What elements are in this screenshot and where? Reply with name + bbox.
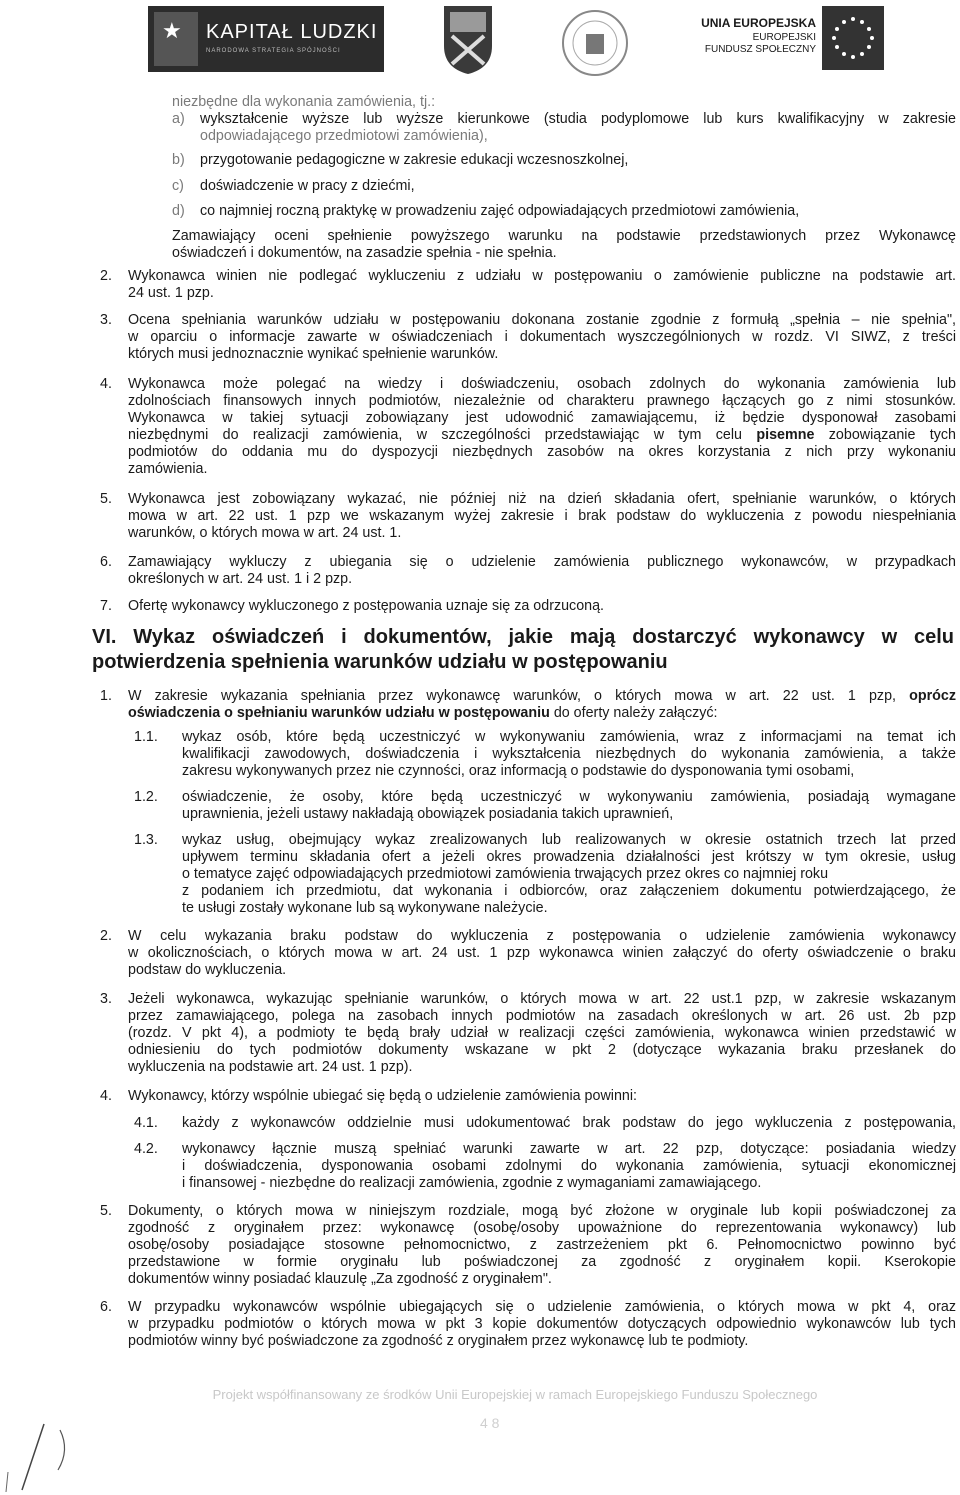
item-2-number: 2. xyxy=(100,268,112,284)
eu-stars-icon xyxy=(830,15,876,61)
item-4-2-number: 4.2. xyxy=(134,1141,158,1157)
section-4-number: 4. xyxy=(100,1088,112,1104)
item-1-2-number: 1.2. xyxy=(134,789,158,805)
item-5-line-3: warunków, o których mowa w art. 24 ust. 1. xyxy=(128,525,402,541)
item-1-3-line-3: o tematyce zajęć odpowiadających przedmiotowi zamówienia trwających przez okres co najmniej roku xyxy=(182,866,829,882)
item-5-line-1: Wykonawca jest zobowiązany wykazać, nie później niż na dzień składania ofert, spełnianie warunków, o których xyxy=(128,491,956,507)
page-number: 4 8 xyxy=(480,1415,500,1431)
item-1-1-line-3: zakresu wykonywanych przez nie czynności, oraz informacją o podstawie do dysponowania tymi osobami, xyxy=(182,763,855,779)
item-4-2-line-1: wykonawcy łącznie muszą spełniać warunki zawarte w art. 22 pzp, dotyczące: posiadania wiedzy xyxy=(182,1141,956,1157)
item-1-1-number: 1.1. xyxy=(134,729,158,745)
footer-note: Projekt współfinansowany ze środków Unii Europejskiej w ramach Europejskiego Funduszu Społecznego xyxy=(212,1387,818,1402)
item-c: doświadczenie w pracy z dziećmi, xyxy=(200,178,415,194)
item-4-1-number: 4.1. xyxy=(134,1115,158,1131)
item-1-2-line-1: oświadczenie, że osoby, które będą uczestniczyć w wykonywaniu zamówienia, posiadają wymagane xyxy=(182,789,956,805)
item-4-line-4 xyxy=(128,427,956,444)
section-5-line-2: zgodność z oryginałem przez: wykonawcę (osobę/osoby upoważnione do reprezentowania wykonawcy) lub xyxy=(128,1220,956,1236)
item-6-number: 6. xyxy=(100,554,112,570)
city-crest-icon xyxy=(440,2,496,76)
item-4-number: 4. xyxy=(100,376,112,392)
item-1-3-line-4: z podaniem ich przedmiotu, dat wykonania i odbiorców, oraz załączeniem dokumentu potwierdzającego, że xyxy=(182,883,956,899)
item-3-line-2: w oparciu o informacje zawarte w oświadczeniach i dokumentach wyszczególnionych w rozdz. VI SIWZ, z treści xyxy=(128,329,956,345)
section-vi-heading-line-2: potwierdzenia spełnienia warunków udziału w postępowaniu xyxy=(92,651,668,673)
section-1-line-2 xyxy=(128,705,718,722)
section-3-line-5: wykluczenia na podstawie art. 24 ust. 1 pzp). xyxy=(128,1059,413,1075)
item-4-line-1: Wykonawca może polegać na wiedzy i doświadczeniu, osobach zdolnych do wykonania zamówienia lub xyxy=(128,376,956,392)
item-7-line-1: Ofertę wykonawcy wykluczonego z postępowania uznaje się za odrzuconą. xyxy=(128,598,605,614)
list-marker-a: a) xyxy=(172,111,185,127)
item-4-2-line-2: i doświadczenia, dysponowania osobami zdolnymi do wykonania zamówienia, sytuacji ekonomicznej xyxy=(182,1158,956,1174)
ue-line-1: UNIA EUROPEJSKA xyxy=(701,16,816,30)
section-2-line-1: W celu wykazania braku podstaw do wykluczenia z postępowania o udzielenie zamówienia wykonawcy xyxy=(128,928,956,944)
section-3-number: 3. xyxy=(100,991,112,1007)
section-3-line-3: (rozdz. V pkt 4), a podmioty te będą brały udział w realizacji części zamówienia, wykonawca winien przedstawić w xyxy=(128,1025,956,1041)
item-4-line-6: zamówienia. xyxy=(128,461,208,477)
ue-line-3: FUNDUSZ SPOŁECZNY xyxy=(704,44,816,55)
section-3-line-2: przez zamawiającego, polega na zasobach innych podmiotów na zasadach określonych w art. 26 ust. 2b pzp xyxy=(128,1008,956,1024)
ue-label xyxy=(694,16,816,55)
item-7-number: 7. xyxy=(100,598,112,614)
item-4-line-3: Wykonawca w takiej sytuacji zobowiązany jest udowodnić zamawiającemu, iż będzie dysponował zasobami xyxy=(128,410,956,426)
pen-mark-icon xyxy=(0,1420,140,1495)
section-6-number: 6. xyxy=(100,1299,112,1315)
item-1-3-line-5: te usługi zostały wykonane lub są wykonywane należycie. xyxy=(182,900,548,916)
item-6-line-1: Zamawiający wykluczy z ubiegania się o udzielenie zamówienia publicznego wykonawców, w przypadkach xyxy=(128,554,956,570)
section-1-statement-bold: oświadczenia o spełnianiu warunków udziału w postępowaniu xyxy=(128,705,550,721)
item-1-2-line-2: uprawnienia, jeżeli ustawy nakładają obowiązek posiadania takich uprawnień, xyxy=(182,806,674,822)
section-4-line-1: Wykonawcy, którzy wspólnie ubiegać się będą o udzielenie zamówienia powinni: xyxy=(128,1088,638,1104)
item-d: co najmniej roczną praktykę w prowadzeniu zajęć odpowiadających przedmiotowi zamówienia, xyxy=(200,203,800,219)
section-2-number: 2. xyxy=(100,928,112,944)
eu-flag-icon xyxy=(822,6,884,70)
section-5-line-5: dokumentów winny posiadać klauzulę „Za zgodność z oryginałem". xyxy=(128,1271,552,1287)
kapital-ludzki-logo xyxy=(148,6,384,72)
section-1-oprocz: oprócz xyxy=(909,688,956,704)
section-1-number: 1. xyxy=(100,688,112,704)
seal-icon xyxy=(560,8,630,78)
item-5-number: 5. xyxy=(100,491,112,507)
list-marker-d: d) xyxy=(172,203,185,219)
kapital-ludzki-subtitle: NARODOWA STRATEGIA SPÓJNOŚCI xyxy=(206,48,341,54)
section-5-line-3: osobę/osoby posiadające stosowne pełnomocnictwo, z zastrzeżeniem pkt 6. Pełnomocnictwo powinno być xyxy=(128,1237,956,1253)
item-4-line-4-a: niezbędnymi do realizacji zamówienia, w szczególności przedstawiając w tym celu xyxy=(128,427,743,443)
ue-line-2: EUROPEJSKI xyxy=(752,32,816,43)
item-a-line-1: wykształcenie wyższe lub wyższe kierunkowe (studia podyplomowe lub kurs kwalifikacyjny w zakresie xyxy=(200,111,956,127)
item-a-line-2: odpowiadającego przedmiotowi zamówienia), xyxy=(200,128,488,144)
section-6-line-3: podmiotów winny być poświadczone za zgodność z oryginałem przez wykonawcę lub te podmioty. xyxy=(128,1333,749,1349)
item-4-line-2: zdolnościach finansowych innych podmiotów, niezależnie od charakteru prawnego łączących go z nimi stosunków. xyxy=(128,393,956,409)
item-4-2-line-3: i finansowej - niezbędne do realizacji zamówienia, zgodnie z wymaganiami zamawiającego. xyxy=(182,1175,762,1191)
item-6-line-2: określonych w art. 24 ust. 1 i 2 pzp. xyxy=(128,571,353,587)
item-1-1-line-1: wykaz osób, które będą uczestniczyć w wykonywaniu zamówienia, wraz z informacjami na temat ich xyxy=(182,729,956,745)
list-marker-c: c) xyxy=(172,178,184,194)
item-4-line-5: podmiotów do oddania mu do dyspozycji niezbędnych zasobów na okres korzystania z nich przy wykonaniu xyxy=(128,444,956,460)
page-header xyxy=(0,0,960,82)
assessment-line-2: oświadczeń i dokumentów, na zasadzie spełnia - nie spełnia. xyxy=(172,245,557,261)
item-3-line-3: których musi jednoznacznie wynikać spełnienie warunków. xyxy=(128,346,499,362)
section-5-line-4: przedstawione w formie oryginału lub poświadczonej za zgodność z oryginałem kopii. Kserokopie xyxy=(128,1254,956,1270)
item-3-number: 3. xyxy=(100,312,112,328)
section-1-line-1 xyxy=(128,688,956,705)
section-5-number: 5. xyxy=(100,1203,112,1219)
section-5-line-1: Dokumenty, o których mowa w niniejszym rozdziale, mogą być złożone w oryginale lub kopii poświadczonej za xyxy=(128,1203,956,1219)
section-6-line-1: W przypadku wykonawców wspólnie ubiegających się o udzielenie zamówienia, o których mowa w pkt 4, oraz xyxy=(128,1299,956,1315)
section-vi-heading-line-1: VI. Wykaz oświadczeń i dokumentów, jakie mają dostarczyć wykonawcy w celu xyxy=(92,626,954,648)
item-3-line-1: Ocena spełniania warunków udziału w postępowaniu dokonana zostanie zgodnie z formułą „spełnia – nie spełnia", xyxy=(128,312,956,328)
section-3-line-1: Jeżeli wykonawca, wykazując spełnianie warunków, o których mowa w art. 22 ust.1 pzp, w zakresie wskazanym xyxy=(128,991,956,1007)
star-icon: ★ xyxy=(162,18,182,43)
section-1-line-1-a: W zakresie wykazania spełniania przez wykonawcę warunków, o których mowa w art. 22 ust. 1 pzp, xyxy=(128,688,896,704)
item-1-1-line-2: kwalifikacji zawodowych, doświadczenia i wykształcenia niezbędnych do wykonania zamówienia, a także xyxy=(182,746,956,762)
intro-line: niezbędne dla wykonania zamówienia, tj.: xyxy=(172,94,436,110)
item-1-3-line-2: upływem terminu składania ofert a jeżeli okres prowadzenia działalności jest krótszy w tym okresie, usług xyxy=(182,849,956,865)
section-6-line-2: w przypadku podmiotów o których mowa w pkt 3 kopie dokumentów dotyczących odpowiednio wykonawców lub tych xyxy=(128,1316,956,1332)
section-1-line-2-b: do oferty należy załączyć: xyxy=(553,705,718,721)
list-marker-b: b) xyxy=(172,152,185,168)
item-5-line-2: mowa w art. 22 ust. 1 pzp we wskazanym wyżej zakresie i brak podstaw do wykluczenia z powodu niespełniania xyxy=(128,508,956,524)
pisemne-emphasis: pisemne xyxy=(756,427,815,443)
item-4-1-line-1: każdy z wykonawców oddzielnie musi udokumentować brak podstaw do jego wykluczenia z postępowania, xyxy=(182,1115,956,1131)
section-3-line-4: odniesieniu do tych podmiotów dokumenty wskazane w pkt 2 (dotyczące wykazania braku przesłanek do xyxy=(128,1042,956,1058)
item-2-line-2: 24 ust. 1 pzp. xyxy=(128,285,214,301)
assessment-line-1: Zamawiający oceni spełnienie powyższego warunku na podstawie przedstawionych przez Wykonawcę xyxy=(172,228,956,244)
section-2-line-3: podstaw do wykluczenia. xyxy=(128,962,287,978)
item-4-line-4-b: zobowiązanie tych xyxy=(828,427,956,443)
item-2-line-1: Wykonawca winien nie podlegać wykluczeniu z udziału w postępowaniu o zamówienie publiczne na podstawie art. xyxy=(128,268,956,284)
section-2-line-2: w okolicznościach, o których mowa w art. 24 ust. 1 pzp wykonawca winien załączyć do oferty oświadczenie o braku xyxy=(128,945,956,961)
item-b: przygotowanie pedagogiczne w zakresie edukacji wczesnoszkolnej, xyxy=(200,152,629,168)
kapital-ludzki-title: KAPITAŁ LUDZKI xyxy=(206,21,378,43)
item-1-3-line-1: wykaz usług, obejmujący wykaz zrealizowanych lub realizowanych w okresie ostatnich trzech lat przed xyxy=(182,832,956,848)
item-1-3-number: 1.3. xyxy=(134,832,158,848)
